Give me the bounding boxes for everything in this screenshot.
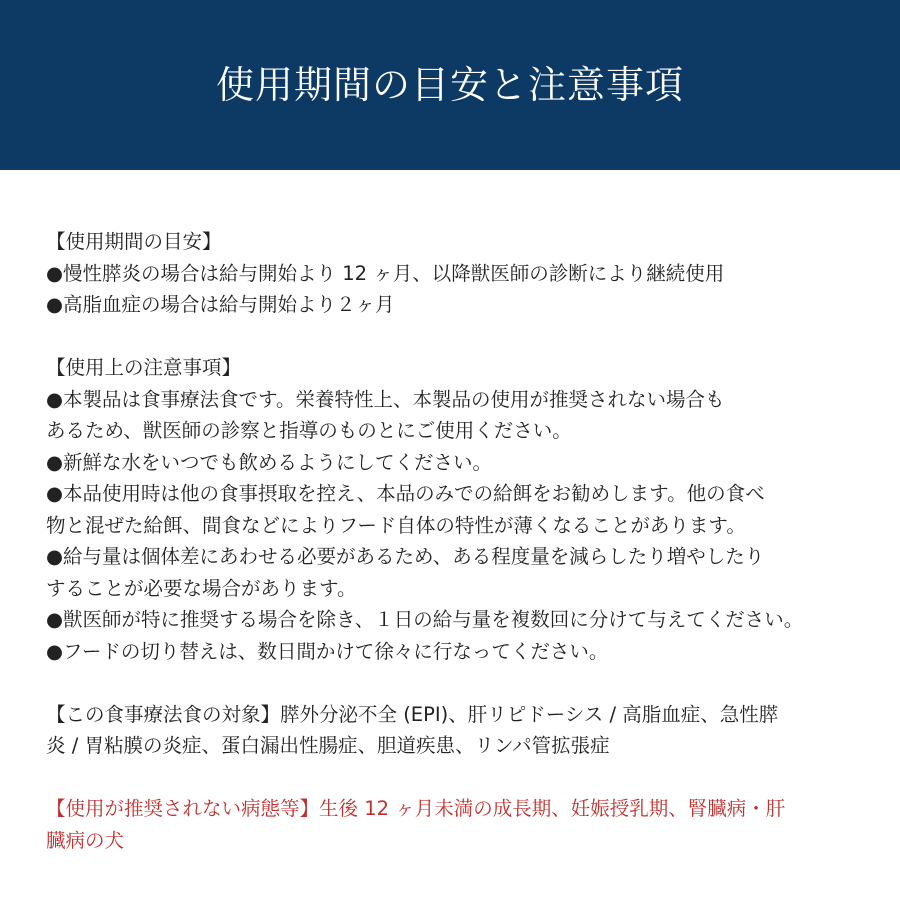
spacer xyxy=(46,762,886,794)
usage-period-item: ●高脂血症の場合は給与開始より２ヶ月 xyxy=(46,293,395,316)
caution-line: ●給与量は個体差にあわせる必要があるため、ある程度量を減らしたり増やしたり xyxy=(46,545,765,568)
usage-period-heading: 【使用期間の目安】 xyxy=(46,230,222,253)
caution-line: することが必要な場合があります。 xyxy=(46,576,357,600)
header-banner xyxy=(0,0,900,170)
spacer xyxy=(46,667,886,699)
cautions-heading: 【使用上の注意事項】 xyxy=(46,356,242,379)
targets-line: 【この食事療法食の対象】膵外分泌不全 (EPI)、肝リピドーシス / 高脂血症、急性膵 xyxy=(46,702,779,726)
not-recommended-line: 臓病の犬 xyxy=(46,828,125,852)
caution-line: 物と混ぜた給餌、間食などによりフード自体の特性が薄くなることがあります。 xyxy=(46,513,746,537)
spacer xyxy=(46,321,886,353)
caution-line: ●獣医師が特に推奨する場合を除き、１日の給与量を複数回に分けて与えてください。 xyxy=(46,608,804,631)
content-body xyxy=(46,226,886,856)
page-title: 使用期間の目安と注意事項 xyxy=(215,63,684,107)
usage-period-section xyxy=(46,226,886,321)
targets-section xyxy=(46,699,886,762)
not-recommended-section xyxy=(46,793,886,856)
targets-line: 炎 / 胃粘膜の炎症、蛋白漏出性腸症、胆道疾患、リンパ管拡張症 xyxy=(46,734,610,757)
not-recommended-line: 【使用が推奨されない病態等】生後 12 ヶ月未満の成長期、妊娠授乳期、腎臓病・肝 xyxy=(46,797,786,820)
usage-period-item: ●慢性膵炎の場合は給与開始より 12 ヶ月、以降獣医師の診断により継続使用 xyxy=(46,261,725,285)
caution-line: ●新鮮な水をいつでも飲めるようにしてください。 xyxy=(46,450,493,474)
cautions-section xyxy=(46,352,886,667)
caution-line: ●フードの切り替えは、数日間かけて徐々に行なってください。 xyxy=(46,639,609,663)
caution-line: ●本製品は食事療法食です。栄養特性上、本製品の使用が推奨されない場合も xyxy=(46,387,725,411)
caution-line: ●本品使用時は他の食事摂取を控え、本品のみでの給餌をお勧めします。他の食べ xyxy=(46,482,765,505)
caution-line: あるため、獣医師の診察と指導のものとにご使用ください。 xyxy=(46,419,572,442)
